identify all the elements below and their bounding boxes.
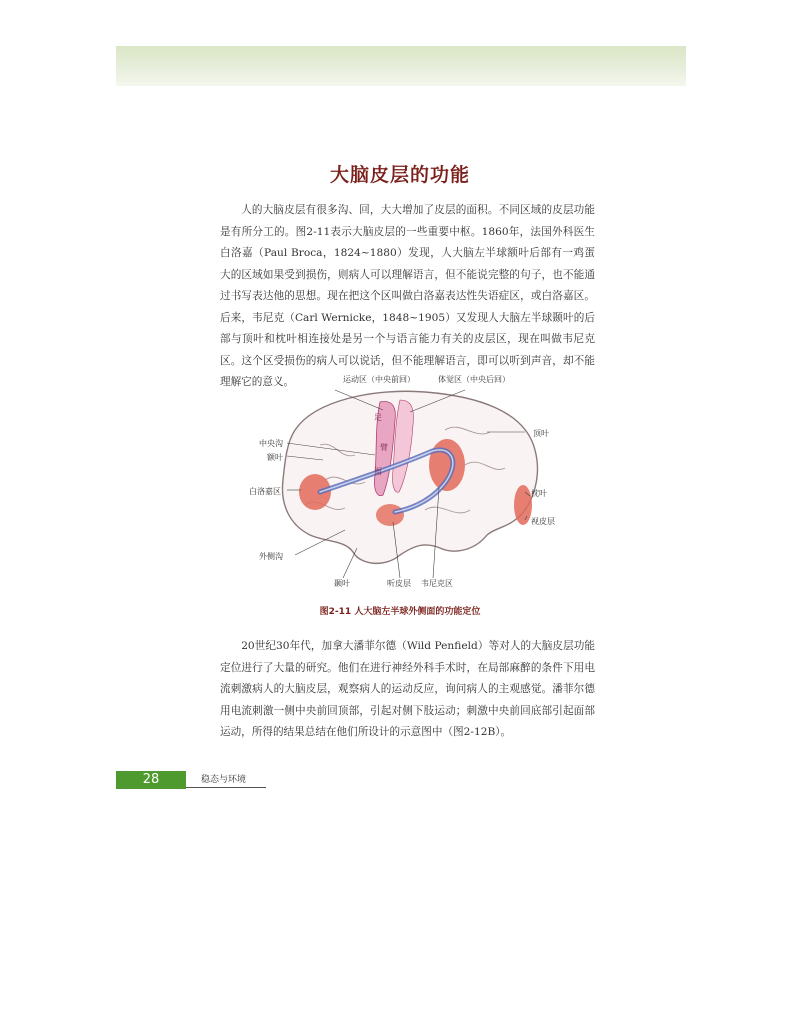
paragraph-1: 人的大脑皮层有很多沟、回，大大增加了皮层的面积。不同区域的皮层功能是有所分工的。图2-11表示大脑皮层的一些重要中枢。1860年，法国外科医生白洛嘉（Paul Broca，1824~1880）发现，人大脑左半球额叶后部有一鸡蛋大的区域如果受到损伤，则病人可以理解语言，但不能说完整的句子，也不能通过书写表达他的思想。现在把这个区叫做白洛嘉表达性失语症区，或白洛嘉区。后来，韦尼克（Carl Wernicke，1848~1905）又发现人大脑左半球颞叶的后部与顶叶和枕叶相连接处是另一个与语言能力有关的皮层区，现在叫做韦尼克区。这个区受损伤的病人可以说话，但不能理解语言，即可以听到声音，却不能理解它的意义。 [220,204,595,388]
label-visual-cortex: 视皮层 [531,517,555,526]
label-sensory-area: 体觉区（中央后回） [438,375,510,384]
label-auditory-cortex: 听皮层 [387,579,411,588]
page-title: 大脑皮层的功能 [329,164,470,186]
label-central-sulcus: 中央沟 [259,439,283,448]
label-face: 面 [374,467,382,476]
header-band [116,46,686,86]
visual-cortex [514,485,532,525]
auditory-cortex [376,504,404,526]
label-lateral-sulcus: 外侧沟 [259,552,283,561]
book-title: 稳态与环境 [201,775,247,785]
label-occipital-lobe: 枕叶 [531,489,547,498]
label-parietal-lobe: 顶叶 [533,429,549,438]
footer-rule [186,787,266,788]
label-wernicke-area: 韦尼克区 [421,579,453,588]
paragraph-2: 20世纪30年代，加拿大潘菲尔德（Wild Penfield）等对人的大脑皮层功能定位进行了大量的研究。他们在进行神经外科手术时，在局部麻醉的条件下用电流刺激病人的大脑皮层，观察病人的运动反应，询问病人的主观感觉。潘菲尔德用电流刺激一侧中央前回顶部，引起对侧下肢运动；刺激中央前回底部引起面部运动，所得的结果总结在他们所设计的示意图中（图2-12B）。 [220,640,595,738]
label-motor-area: 运动区（中央前回） [343,375,415,384]
label-broca-area: 白洛嘉区 [249,487,281,496]
label-frontal-lobe: 额叶 [267,453,283,462]
label-arm: 臂 [380,443,388,452]
figure-caption: 图2-11 人大脑左半球外侧面的功能定位 [319,607,481,617]
page-number: 28 [116,771,186,789]
label-temporal-lobe: 颞叶 [334,579,350,588]
brain-figure [225,370,585,595]
label-leg: 足 [374,413,382,422]
